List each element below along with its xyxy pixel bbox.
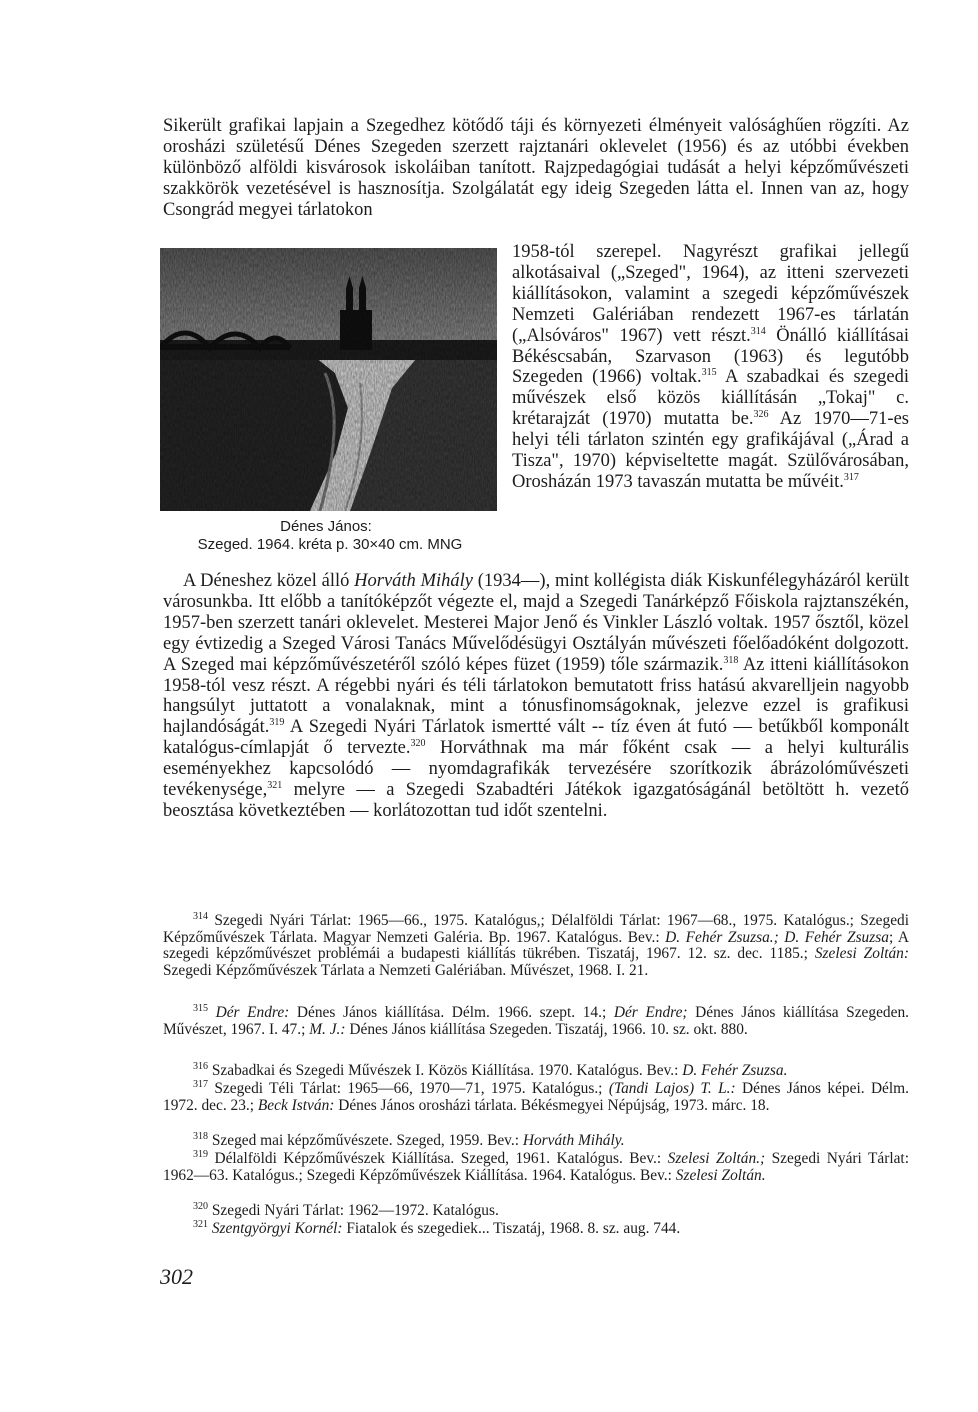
footnote-ref: 314 <box>750 325 766 337</box>
footnote-ref: 320 <box>410 738 426 750</box>
footnote-ref: 319 <box>269 717 285 729</box>
footnote-ref: 315 <box>701 367 717 379</box>
footnote-ref: 321 <box>267 779 283 791</box>
page-number: 302 <box>160 1264 193 1289</box>
footnote-320: $^{320}$ Szegedi Nyári Tárlat: 1962—1972. Katalógus. <box>193 1200 499 1219</box>
person-name: Horváth Mihály <box>354 571 473 591</box>
paragraph-dene-intro: Sikerült grafikai lapjain a Szegedhez kötődő táji és környezeti élményeit valósághűen rögzíti. Az orosházi születésű Dénes Szegeden szerzett rajztanári oklevelet (1956) és az utóbbi években különböző alföldi kisvárosok iskoláiban tanított. Rajzpedagógiai tudását a helyi képzőművészeti szakkörök vezetésével is hasznosítja. Szolgálatát egy ideig Szegeden látta el. Innen van az, hogy Csongrád megyei tárlatokon <box>163 116 909 220</box>
footnote-316: $^{316}$ Szabadkai és Szegedi Művészek I. Közös Kiállítása. 1970. Katalógus. Bev.: D. Fehér Zsuzsa. <box>193 1060 788 1079</box>
crayon-texture <box>160 248 497 511</box>
footnote-ref: 318 <box>723 654 739 666</box>
footnote-ref: 326 <box>753 409 769 421</box>
footnote-319: $^{319}$ Délalföldi Képzőművészek Kiállítása. Szeged, 1961. Katalógus. Bev.: Szelesi Zoltán.; Szegedi Nyári Tárlat: 1962—63. Katalógus.; Szegedi Képzőművészek Kiállítása. 1964. Katalógus. Bev.: Szelesi Zoltán. <box>163 1148 909 1184</box>
footnote-315: $^{315}$ Dér Endre: Dénes János kiállítása. Délm. 1966. szept. 14.; Dér Endre; Dénes János kiállítása Szegeden. Művészet, 1967. I. 47.; M. J.: Dénes János kiállítása Szegeden. Tiszatáj, 1966. 10. sz. okt. 880. <box>163 1002 909 1038</box>
figure-caption-details: Szeged. 1964. kréta p. 30×40 cm. MNG <box>197 536 463 553</box>
figure-caption-author: Dénes János: <box>280 518 372 535</box>
paragraph-horvath: A Déneshez közel álló Horváth Mihály (1934—), mint kollégista diák Kiskunfélegyházáról került városunkba. Itt előbb a tanítóképzőt végezte el, majd a Szegedi Tanárképző Főiskola rajztanszékén, 1957-ben szerzett tanári oklevelet. Mesterei Major Jenő és Vinkler László voltak. 1957 ősztől, közel egy évtizedig a Szeged Városi Tanács Művelődésügyi Osztályán művészeti főelőadóként dolgozott. A Szeged mai képzőművészetéről szóló képes füzet (1959) tőle származik.$^{318}$ Az itteni kiállításokon 1958-tól vesz részt. A régebbi nyári és téli tárlatokon bemutatott friss hatású akvarelljein nagyobb hangsúlyt juttatott a vonalaknak, mint a tónusfinomságoknak, jelezve ezzel is grafikusi hajlandóságát.$^{319}$ A Szegedi Nyári Tárlatok ismertté vált -- tíz éven át futó — betűkből komponált katalógus-címlapját ő tervezte.$^{320}$ Horváthnak ma már főként csak — a helyi kulturális eseményekhez kapcsolódó — nyomdagrafikák tervezésére szorítkozik ábrázolóművészeti tevékenysége,$^{321}$ melyre — a Szegedi Szabadtéri Játékok igazgatóságánál betöltött h. vezető beosztása következtében — korlátozottan tud időt szentelni. <box>163 571 910 821</box>
footnote-321: $^{321}$ Szentgyörgyi Kornél: Fiatalok és szegediek... Tiszatáj, 1968. 8. sz. aug. 744. <box>193 1218 681 1237</box>
paragraph-dene-exhibitions: 1958-tól szerepel. Nagyrészt grafikai jellegű alkotásaival („Szeged", 1964), az itteni szervezeti kiállításokon, valamint a szegedi képzőművészek Nemzeti Galériában rendezett 1967-es tárlatán („Alsóváros" 1967) vett részt.$^{314}$ Önálló kiállításai Békéscsabán, Szarvason (1963) és legutóbb Szegeden (1966) voltak.$^{315}$ A szabadkai és szegedi művészek első közös kiállításán „Tokaj" c. krétarajzát (1970) mutatta be.$^{326}$ Az 1970—71-es helyi téli tárlaton szintén egy grafikájával („Árad a Tisza", 1970) képviseltette magát. Szülővárosában, Orosházán 1973 tavaszán mutatta be művéit.$^{317}$ <box>512 242 909 492</box>
footnote-ref: 317 <box>843 471 859 483</box>
footnote-317: $^{317}$ Szegedi Téli Tárlat: 1965—66, 1970—71, 1975. Katalógus.; (Tandi Lajos) T. L.: Dénes János képei. Délm. 1972. dec. 23.; Beck István: Dénes János orosházi tárlata. Békésmegyei Népújság, 1973. márc. 18. <box>163 1078 909 1114</box>
footnote-318: $^{318}$ Szeged mai képzőművészete. Szeged, 1959. Bev.: Horváth Mihály. <box>193 1130 625 1149</box>
footnote-314: $^{314}$ Szegedi Nyári Tárlat: 1965—66., 1975. Katalógus,; Délalföldi Tárlat: 1967—68., 1975. Katalógus.; Szegedi Képzőművészek Tárlata. Magyar Nemzeti Galéria. Bp. 1967. Katalógus. Bev.: D. Fehér Zsuzsa.; D. Fehér Zsuzsa; A szegedi képzőművészet problémái a budapesti kiállítás tükrében. Tiszatáj, 1967. 12. sz. dec. 1185.; Szelesi Zoltán: Szegedi Képzőművészek Tárlata a Nemzeti Galériában. Művészet, 1968. I. 21. <box>163 910 910 979</box>
figure-szeged-drawing <box>160 248 497 511</box>
